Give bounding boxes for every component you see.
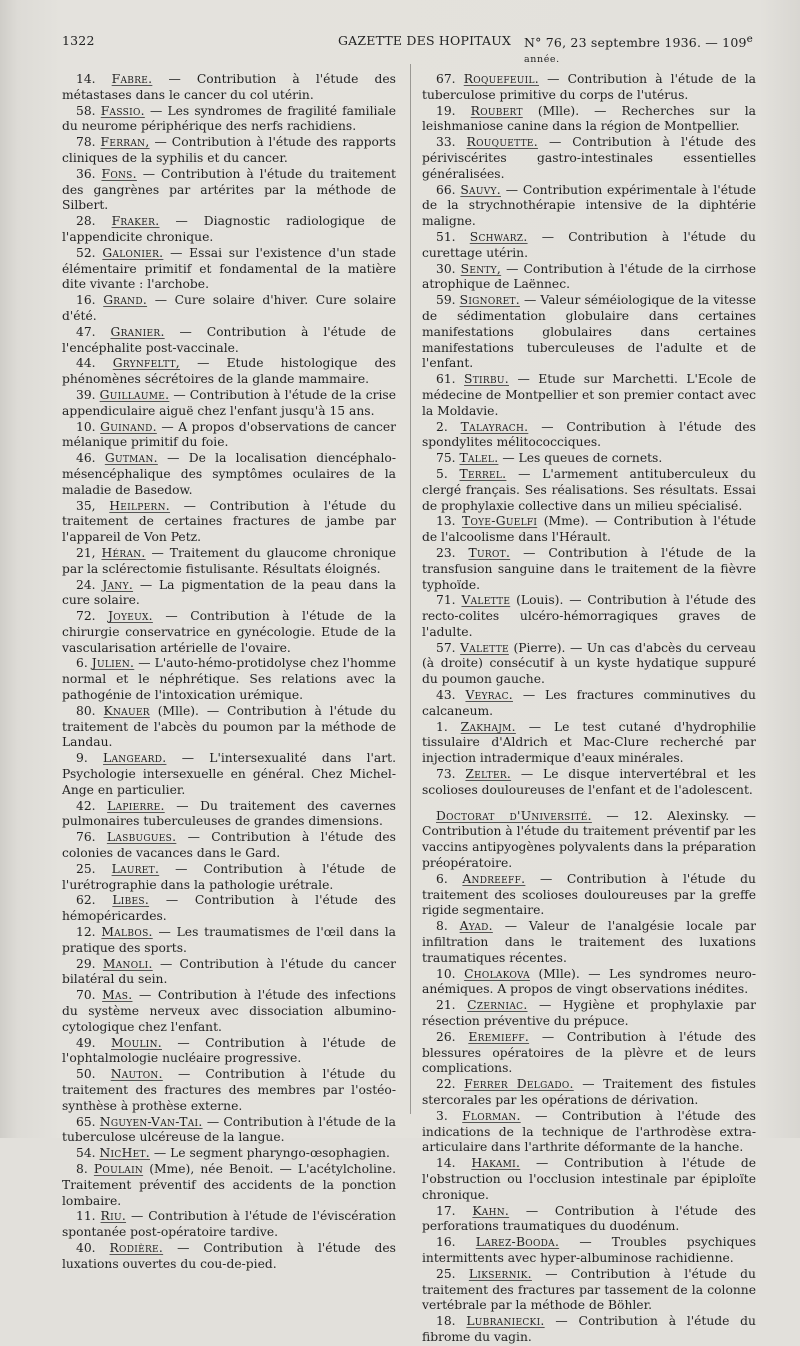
- entry-number: 42.: [76, 798, 96, 813]
- thesis-entry: [422, 967, 756, 999]
- author-name: Nauton.: [110, 1067, 163, 1082]
- author-name: Grynfeltt,: [112, 356, 180, 371]
- thesis-title: Cure solaire d'hiver. Cure solaire d'été.: [62, 293, 396, 323]
- thesis-entry: 73. Zelter. — Le disque intervertébral et les scolioses douloureuses de l'enfant et de l'adolescent.: [422, 767, 756, 797]
- thesis-title: Contribution à l'étude du traitement de certaines fractures de jambe par l'appareil de Von Petz.: [62, 498, 396, 545]
- thesis-entry: 3. Florman. — Contribution à l'étude des indications de la technique de l'arthrodèse extra-articulaire dans l'arthrite déformante de la hanche.: [422, 1108, 756, 1155]
- thesis-title: L'armement antituberculeux du clergé français. Ses réalisations. Ses résultats. Essai de prophylaxie collective dans un milieu spécialisé.: [422, 466, 756, 513]
- author-name: Heilpern.: [109, 498, 170, 513]
- author-name: NicHet.: [99, 1146, 150, 1161]
- thesis-entry: [422, 641, 756, 688]
- thesis-title: A propos d'observations de cancer mélanique primitif du foie.: [62, 419, 396, 450]
- thesis-title: Contribution à l'étude du fibrome du vagin.: [422, 1314, 756, 1344]
- entry-number: 76.: [76, 830, 96, 845]
- entry-number: 54.: [76, 1146, 96, 1161]
- thesis-title: Contribution à l'étude de la cirrhose atrophique de Laënnec.: [422, 261, 756, 292]
- thesis-entry: 72. Joyeux. — Contribution à l'étude de la chirurgie conservatrice en gynécologie. Etude de la vascularisation artérielle de l'ovaire.: [62, 609, 396, 655]
- thesis-entry: 33. Rouquette. — Contribution à l'étude des périviscérites gastro-intestinales essentielles généralisées.: [422, 135, 756, 181]
- thesis-title: Etude sur Marchetti. L'Ecole de médecine de Montpellier et son premier contact avec la Moldavie.: [422, 372, 756, 418]
- thesis-title: La pigmentation de la peau dans la cure solaire.: [62, 577, 396, 608]
- thesis-entry: Doctorat d'Université. — 12. Alexinsky. — Contribution à l'étude du traitement préventif par les vaccins antipyogènes polyvalents dans la préparation préopératoire.: [422, 808, 756, 871]
- entry-number: 14.: [436, 1156, 456, 1171]
- thesis-entry: 39. Guillaume. — Contribution à l'étude de la crise appendiculaire aiguë chez l'enfant jusqu'à 15 ans.: [62, 387, 396, 418]
- entry-number: 58.: [76, 103, 96, 118]
- thesis-entry: 49. Moulin. — Contribution à l'étude de l'ophtalmologie nucléaire progressive.: [62, 1035, 396, 1066]
- thesis-entry: [422, 104, 756, 136]
- thesis-entry: 46. Gutman. — De la localisation diencéphalo-mésencéphalique des symptômes oculaires de la maladie de Basedow.: [62, 451, 396, 497]
- entry-number: 49.: [76, 1035, 96, 1050]
- entry-number: 25.: [76, 861, 96, 876]
- author-name: Lapierre.: [107, 798, 165, 813]
- entry-number: 2.: [436, 419, 448, 434]
- thesis-title: Le disque intervertébral et les scolioses douloureuses de l'enfant et de l'adolescent.: [422, 767, 756, 797]
- thesis-title: (Louis). — Contribution à l'étude des recto-colites ulcéro-hémorragiques graves de l'adulte.: [422, 593, 756, 639]
- thesis-entry: [422, 514, 756, 546]
- thesis-title: Contribution à l'étude du curettage utérin.: [422, 229, 756, 260]
- author-name: Fraker.: [111, 214, 160, 229]
- thesis-entry: 29. Manoli. — Contribution à l'étude du cancer bilatéral du sein.: [62, 956, 396, 987]
- thesis-entry: 6. Andreeff. — Contribution à l'étude du traitement des scolioses douloureuses par la greffe rigide segmentaire.: [422, 871, 756, 918]
- entry-number: 75.: [436, 451, 456, 466]
- thesis-title: Contribution à l'étude des métastases dans le cancer du col utérin.: [62, 72, 396, 102]
- entry-number: 17.: [436, 1203, 456, 1218]
- entry-number: 57.: [436, 640, 456, 655]
- thesis-entry: 70. Mas. — Contribution à l'étude des infections du système nerveux avec dissociation albumino-cytologique chez l'enfant.: [62, 988, 396, 1034]
- thesis-entry: 5. Terrel. — L'armement antituberculeux du clergé français. Ses réalisations. Ses résultats. Essai de prophylaxie collective dans un milieu spécialisé.: [422, 466, 756, 513]
- thesis-title: Contribution à l'étude de l'encéphalite post-vaccinale.: [62, 324, 396, 355]
- thesis-title: Contribution à l'étude des indications de la technique de l'arthrodèse extra-articulaire dans l'arthrite déformante de la hanche.: [422, 1108, 756, 1155]
- author-name: Terrel.: [459, 466, 507, 481]
- author-name: Granier.: [110, 324, 165, 339]
- thesis-title: Le segment pharyngo-œsophagien.: [170, 1146, 390, 1161]
- thesis-entry: 36. Fons. — Contribution à l'étude du traitement des gangrènes par artérites par la méthode de Silbert.: [62, 166, 396, 213]
- entry-number: 44.: [76, 356, 96, 371]
- thesis-entry: 25. Lauret. — Contribution à l'étude de l'urétrographie dans la pathologie urétrale.: [62, 861, 396, 892]
- thesis-title: (Mme), née Benoit. — L'acétylcholine. Traitement préventif des accidents de la ponction lombaire.: [62, 1161, 396, 1208]
- thesis-title: Contribution à l'étude des hémopéricardes.: [62, 893, 396, 924]
- author-name: Larez-Booda.: [475, 1235, 560, 1250]
- author-name: Ferrer Delgado.: [464, 1077, 574, 1092]
- author-name: Ayad.: [459, 919, 493, 934]
- thesis-entry: 51. Schwarz. — Contribution à l'étude du curettage utérin.: [422, 229, 756, 260]
- thesis-title: Contribution à l'étude des colonies de vacances dans le Gard.: [62, 830, 396, 861]
- author-name: Signoret.: [459, 293, 520, 308]
- entry-number: 46.: [76, 451, 96, 466]
- thesis-title: L'auto-hémo-protidolyse chez l'homme normal et le néphrétique. Ses relations avec la pathogénie de l'intoxication urémique.: [62, 656, 396, 703]
- author-name: Joyeux.: [108, 609, 153, 624]
- page-header: [62, 33, 780, 66]
- author-name: Andreeff.: [462, 871, 526, 886]
- author-name: Manoli.: [102, 956, 153, 971]
- thesis-entry: 78. Ferran, — Contribution à l'étude des rapports cliniques de la syphilis et du cancer.: [62, 135, 396, 165]
- author-name: Knauer: [103, 703, 150, 718]
- thesis-title: De la localisation diencéphalo-mésencéphalique des symptômes oculaires de la maladie de Basedow.: [62, 451, 396, 497]
- thesis-entry: 66. Sauvy. — Contribution expérimentale à l'étude de la strychnothérapie intensive de la diphtérie maligne.: [422, 182, 756, 229]
- thesis-title: (Pierre). — Un cas d'abcès du cerveau (à droite) consécutif à un kyste hydatique suppuré du poumon gauche.: [422, 640, 756, 687]
- author-name: Fabre.: [111, 72, 153, 86]
- thesis-title: (Mme). — Contribution à l'étude de l'alcoolisme dans l'Hérault.: [422, 514, 756, 545]
- thesis-title: Contribution à l'étude de l'urétrographie dans la pathologie urétrale.: [62, 861, 396, 892]
- entry-number: 40.: [76, 1240, 96, 1255]
- thesis-title: Les queues de cornets.: [518, 451, 663, 466]
- entry-number: 25.: [436, 1266, 456, 1281]
- thesis-title: Contribution à l'étude du cancer bilatéral du sein.: [62, 956, 396, 987]
- entry-number: 52.: [76, 245, 96, 260]
- entry-number: 28.: [76, 214, 96, 229]
- thesis-title: Traitement des fistules stercorales par les opérations de dérivation.: [422, 1077, 756, 1107]
- entry-number: 80.: [76, 703, 96, 718]
- author-name: Talayrach.: [460, 419, 529, 434]
- thesis-title: Les fractures comminutives du calcaneum.: [422, 688, 756, 718]
- right-column: [422, 72, 756, 1346]
- entry-number: 16.: [436, 1235, 456, 1250]
- thesis-entry: 44. Grynfeltt, — Etude histologique des phénomènes sécrétoires de la glande mammaire.: [62, 356, 396, 387]
- thesis-entry: 10. Guinand. — A propos d'observations de cancer mélanique primitif du foie.: [62, 419, 396, 450]
- entry-number: 9.: [76, 751, 88, 766]
- author-name: Valette: [460, 640, 509, 655]
- author-name: Riu.: [100, 1209, 127, 1224]
- thesis-entry: 25. Liksernik. — Contribution à l'étude du traitement des fractures par tassement de la colonne vertébrale par la méthode de Böhler.: [422, 1266, 756, 1313]
- author-name: Roubert: [470, 103, 523, 118]
- author-name: Rouquette.: [466, 135, 538, 150]
- entry-number: 66.: [436, 182, 456, 197]
- thesis-entry: 30. Senty, — Contribution à l'étude de la cirrhose atrophique de Laënnec.: [422, 261, 756, 292]
- thesis-entry: [422, 593, 756, 640]
- thesis-entry: 16. Grand. — Cure solaire d'hiver. Cure solaire d'été.: [62, 293, 396, 323]
- entry-number: 43.: [436, 688, 456, 703]
- author-name: Jany.: [102, 577, 134, 592]
- entry-number: 8.: [76, 1161, 88, 1176]
- thesis-entry: 62. Libes. — Contribution à l'étude des hémopéricardes.: [62, 893, 396, 924]
- thesis-title: Contribution à l'étude du traitement des fractures par tassement de la colonne vertébrale par la méthode de Böhler.: [422, 1266, 756, 1313]
- thesis-title: Troubles psychiques intermittents avec hyper-albuminose rachidienne.: [422, 1235, 756, 1265]
- entry-number: 21.: [436, 998, 456, 1013]
- thesis-entry: 22. Ferrer Delgado. — Traitement des fistules stercorales par les opérations de dérivation.: [422, 1077, 756, 1107]
- entry-number: 23.: [436, 545, 456, 560]
- author-name: Guinand.: [100, 419, 157, 434]
- thesis-title: Essai sur l'existence d'un stade élémentaire primitif et fondamental de la matière dite vivante : l'archobe.: [62, 245, 396, 292]
- author-name: Moulin.: [111, 1035, 162, 1050]
- entry-number: 22.: [436, 1077, 456, 1092]
- thesis-entry: 42. Lapierre. — Du traitement des cavernes pulmonaires tuberculeuses de grandes dimensions.: [62, 798, 396, 829]
- author-name: Florman.: [462, 1108, 521, 1123]
- entry-number: 10.: [436, 966, 456, 981]
- author-name: Mas.: [102, 988, 133, 1003]
- thesis-title: Le test cutané d'hydrophilie tissulaire d'Aldrich et Mac-Clure recherché par injection intradermique d'eaux minérales.: [422, 719, 756, 766]
- thesis-title: Contribution à l'étude de l'ophtalmologie nucléaire progressive.: [62, 1035, 396, 1066]
- thesis-entry: 24. Jany. — La pigmentation de la peau dans la cure solaire.: [62, 577, 396, 608]
- entry-number: 70.: [76, 988, 96, 1003]
- thesis-entry: 14. Hakami. — Contribution à l'étude de l'obstruction ou l'occlusion intestinale par épiploïte chronique.: [422, 1156, 756, 1202]
- thesis-title: Contribution à l'étude de la transfusion sanguine dans le traitement de la fièvre typhoïde.: [422, 545, 756, 592]
- issue-info: N° 76, 23 septembre 1936. — 109e année.: [524, 33, 753, 66]
- entry-number: 12.: [76, 925, 96, 940]
- author-name: Lubraniecki.: [466, 1314, 545, 1329]
- thesis-title: Contribution à l'étude du traitement des scolioses douloureuses par la greffe rigide segmentaire.: [422, 871, 756, 918]
- entry-number: 16.: [76, 293, 96, 308]
- thesis-title: Contribution à l'étude des luxations ouvertes du cou-de-pied.: [62, 1240, 396, 1271]
- thesis-title: Contribution à l'étude des rapports cliniques de la syphilis et du cancer.: [62, 135, 396, 165]
- thesis-entry: 8. Ayad. — Valeur de l'analgésie locale par infiltration dans le traitement des luxations traumatiques récentes.: [422, 919, 756, 965]
- author-name: Senty,: [460, 261, 502, 276]
- author-name: Zakhajm.: [460, 719, 516, 734]
- thesis-title: Contribution à l'étude du traitement des fractures des membres par l'ostéo-synthèse à prothèse externe.: [62, 1067, 396, 1113]
- thesis-title: (Mlle). — Recherches sur la leishmaniose canine dans la région de Montpellier.: [422, 103, 756, 134]
- thesis-title: Valeur séméiologique de la vitesse de sédimentation globulaire dans certaines manifestations globulaires dans certaines manifestations tuberculeuses de l'adulte et de l'enfant.: [422, 293, 756, 371]
- author-name: Malbos.: [101, 925, 153, 940]
- author-name: Veyrac.: [465, 688, 513, 703]
- author-name: Julien.: [91, 656, 135, 671]
- thesis-title: Valeur de l'analgésie locale par infiltration dans le traitement des luxations traumatiques récentes.: [422, 919, 756, 965]
- thesis-entry: 76. Lasbugues. — Contribution à l'étude des colonies de vacances dans le Gard.: [62, 830, 396, 861]
- author-name: Cholakova: [464, 966, 530, 981]
- thesis-entry: 67. Roquefeuil. — Contribution à l'étude de la tuberculose primitive du corps de l'utérus.: [422, 72, 756, 102]
- thesis-entry: 43. Veyrac. — Les fractures comminutives du calcaneum.: [422, 688, 756, 718]
- entry-number: 30.: [436, 261, 456, 276]
- thesis-entry: 26. Eremieff. — Contribution à l'étude des blessures opératoires de la plèvre et de leurs complications.: [422, 1029, 756, 1076]
- entry-number: 72.: [76, 609, 96, 624]
- thesis-entry: [62, 704, 396, 751]
- thesis-entry: 75. Talel. — Les queues de cornets.: [436, 451, 663, 466]
- thesis-title: Contribution à l'étude de la chirurgie conservatrice en gynécologie. Etude de la vascularisation artérielle de l'ovaire.: [62, 609, 396, 655]
- thesis-title: Les traumatismes de l'œil dans la pratique des sports.: [62, 925, 396, 955]
- entry-number: 29.: [76, 956, 96, 971]
- thesis-entry: 61. Stirbu. — Etude sur Marchetti. L'Ecole de médecine de Montpellier et son premier contact avec la Moldavie.: [422, 372, 756, 418]
- author-name: Gutman.: [104, 451, 158, 466]
- thesis-title: Contribution à l'étude de l'obstruction ou l'occlusion intestinale par épiploïte chronique.: [422, 1156, 756, 1202]
- thesis-entry: 12. Malbos. — Les traumatismes de l'œil dans la pratique des sports.: [62, 925, 396, 955]
- thesis-title: Contribution à l'étude des infections du système nerveux avec dissociation albumino-cytologique chez l'enfant.: [62, 988, 396, 1034]
- thesis-title: Contribution à l'étude de l'éviscération spontanée post-opératoire tardive.: [62, 1209, 396, 1240]
- entry-number: 71.: [436, 593, 456, 608]
- thesis-entry: 59. Signoret. — Valeur séméiologique de la vitesse de sédimentation globulaire dans certaines manifestations globulaires dans certaines manifestations tuberculeuses de l'adulte et de l'enfant.: [422, 293, 756, 371]
- thesis-title: Les syndromes de fragilité familiale du neurome périphérique des nerfs rachidiens.: [62, 103, 396, 134]
- author-name: Toye-Guelfi: [461, 514, 538, 529]
- author-name: Grand.: [103, 293, 148, 308]
- author-name: Czerniac.: [467, 998, 528, 1013]
- thesis-title: Contribution à l'étude des blessures opératoires de la plèvre et de leurs complications.: [422, 1029, 756, 1076]
- thesis-title: L'intersexualité dans l'art. Psychologie intersexuelle en général. Chez Michel-Ange en particulier.: [62, 751, 396, 797]
- thesis-entry: 14. Fabre. — Contribution à l'étude des métastases dans le cancer du col utérin.: [62, 72, 396, 102]
- entry-number: 51.: [436, 229, 456, 244]
- author-name: Doctorat d'Université.: [436, 808, 592, 823]
- thesis-entry: 65. Nguyen-Van-Tai. — Contribution à l'étude de la tuberculose ulcéreuse de la langue.: [62, 1114, 396, 1145]
- thesis-title: Diagnostic radiologique de l'appendicite chronique.: [62, 214, 396, 244]
- thesis-title: Contribution à l'étude de la crise appendiculaire aiguë chez l'enfant jusqu'à 15 ans.: [62, 387, 396, 418]
- entry-number: 19.: [436, 103, 456, 118]
- entry-number: 67.: [436, 72, 456, 86]
- thesis-title: (Mlle). — Les syndromes neuro-anémiques. A propos de vingt observations inédites.: [422, 966, 756, 997]
- thesis-entry: 6. Julien. — L'auto-hémo-protidolyse chez l'homme normal et le néphrétique. Ses relations avec la pathogénie de l'intoxication urémique.: [62, 656, 396, 703]
- entry-number: 50.: [76, 1067, 96, 1082]
- author-name: Langeard.: [103, 751, 167, 766]
- thesis-entry: 58. Fassio. — Les syndromes de fragilité familiale du neurome périphérique des nerfs rachidiens.: [62, 103, 396, 134]
- author-name: Galonier.: [102, 245, 164, 260]
- author-name: Nguyen-Van-Tai.: [99, 1114, 203, 1129]
- author-name: Liksernik.: [468, 1266, 532, 1281]
- entry-number: 5.: [436, 466, 448, 481]
- thesis-title: Hygiène et prophylaxie par résection préventive du prépuce.: [422, 998, 756, 1029]
- entry-number: 13.: [436, 514, 456, 529]
- thesis-entry: 23. Turot. — Contribution à l'étude de la transfusion sanguine dans le traitement de la fièvre typhoïde.: [422, 545, 756, 592]
- entry-number: 33.: [436, 135, 456, 150]
- entry-number: 73.: [436, 767, 456, 782]
- journal-title: GAZETTE DES HOPITAUX: [338, 33, 512, 48]
- author-name: Lauret.: [111, 861, 160, 876]
- thesis-title: Contribution à l'étude des périviscérites gastro-intestinales essentielles généralisées.: [422, 135, 756, 181]
- author-name: Turot.: [468, 545, 511, 560]
- author-name: Valette: [461, 593, 511, 608]
- thesis-title: Contribution à l'étude du traitement des gangrènes par artérites par la méthode de Silbert.: [62, 166, 396, 213]
- thesis-title: Etude histologique des phénomènes sécrétoires de la glande mammaire.: [62, 356, 396, 387]
- thesis-title: Contribution à l'étude de la tuberculose primitive du corps de l'utérus.: [422, 72, 756, 102]
- author-name: Fons.: [101, 166, 137, 181]
- thesis-entry: 16. Larez-Booda. — Troubles psychiques intermittents avec hyper-albuminose rachidienne.: [422, 1235, 756, 1265]
- entry-number: 26.: [436, 1029, 456, 1044]
- entry-number: 39.: [76, 387, 96, 402]
- entry-number: 3.: [436, 1108, 448, 1123]
- author-name: Ferran,: [100, 135, 150, 150]
- author-name: Rodière.: [109, 1240, 164, 1255]
- thesis-entry: 35, Heilpern. — Contribution à l'étude du traitement de certaines fractures de jambe par l'appareil de Von Petz.: [62, 498, 396, 545]
- thesis-title: Du traitement des cavernes pulmonaires tuberculeuses de grandes dimensions.: [62, 798, 396, 829]
- thesis-entry: 50. Nauton. — Contribution à l'étude du traitement des fractures des membres par l'ostéo-synthèse à prothèse externe.: [62, 1067, 396, 1113]
- entry-number: 24.: [76, 577, 96, 592]
- thesis-title: Contribution à l'étude des perforations traumatiques du duodénum.: [422, 1203, 756, 1234]
- thesis-entry: 18. Lubraniecki. — Contribution à l'étude du fibrome du vagin.: [422, 1314, 756, 1344]
- author-name: Stirbu.: [464, 372, 509, 387]
- thesis-title: Contribution expérimentale à l'étude de la strychnothérapie intensive de la diphtérie maligne.: [422, 182, 756, 229]
- author-name: Poulain: [93, 1161, 144, 1176]
- entry-number: 65.: [76, 1114, 96, 1129]
- entry-number: 47.: [76, 324, 96, 339]
- entry-number: 35,: [76, 498, 96, 513]
- thesis-title: (Mlle). — Contribution à l'étude du traitement de l'abcès du poumon par la méthode de Landau.: [62, 703, 396, 750]
- entry-number: 10.: [76, 419, 96, 434]
- thesis-entry: 21, Héran. — Traitement du glaucome chronique par la sclérectomie fistulisante. Résultats éloignés.: [62, 545, 396, 576]
- author-name: Hakami.: [471, 1156, 521, 1171]
- entry-number: 14.: [76, 72, 96, 86]
- thesis-entry: 9. Langeard. — L'intersexualité dans l'art. Psychologie intersexuelle en général. Chez Michel-Ange en particulier.: [62, 751, 396, 797]
- entry-number: 62.: [76, 893, 96, 908]
- author-name: Talel.: [459, 451, 499, 466]
- entry-number: 11.: [76, 1209, 96, 1224]
- author-name: Sauvy.: [460, 182, 501, 197]
- thesis-entry: [62, 1162, 396, 1209]
- entry-number: 8.: [436, 919, 448, 934]
- author-name: Libes.: [112, 893, 150, 908]
- entry-number: 36.: [76, 166, 96, 181]
- thesis-entry: 47. Granier. — Contribution à l'étude de l'encéphalite post-vaccinale.: [62, 324, 396, 355]
- author-name: Fassio.: [100, 103, 145, 118]
- page-number: 1322: [62, 33, 95, 48]
- thesis-entry: 52. Galonier. — Essai sur l'existence d'un stade élémentaire primitif et fondamental de la matière dite vivante : l'archobe.: [62, 245, 396, 292]
- thesis-title: Contribution à l'étude de la tuberculose ulcéreuse de la langue.: [62, 1114, 396, 1145]
- author-name: Roquefeuil.: [463, 72, 540, 86]
- thesis-entry: 21. Czerniac. — Hygiène et prophylaxie par résection préventive du prépuce.: [422, 998, 756, 1029]
- thesis-title: Traitement du glaucome chronique par la sclérectomie fistulisante. Résultats éloignés.: [62, 545, 396, 576]
- author-name: Kahn.: [472, 1203, 510, 1218]
- entry-number: 6.: [76, 656, 88, 671]
- entry-number: 61.: [436, 372, 456, 387]
- thesis-entry: 40. Rodière. — Contribution à l'étude des luxations ouvertes du cou-de-pied.: [62, 1240, 396, 1271]
- left-column: [62, 72, 396, 1273]
- entry-number: 6.: [436, 871, 448, 886]
- author-name: Zelter.: [465, 767, 512, 782]
- author-name: Schwarz.: [469, 229, 528, 244]
- column-divider: [410, 64, 411, 1114]
- author-name: Lasbugues.: [106, 830, 177, 845]
- entry-number: 21,: [76, 545, 96, 560]
- thesis-title: 12. Alexinsky. — Contribution à l'étude du traitement préventif par les vaccins antipyogènes polyvalents dans la préparation préopératoire.: [422, 808, 756, 871]
- thesis-title: Contribution à l'étude des spondylites mélitococciques.: [422, 419, 756, 450]
- author-name: Héran.: [101, 545, 146, 560]
- thesis-entry: 54. NicHet. — Le segment pharyngo-œsophagien.: [76, 1146, 390, 1161]
- thesis-entry: 28. Fraker. — Diagnostic radiologique de l'appendicite chronique.: [62, 214, 396, 244]
- thesis-entry: 2. Talayrach. — Contribution à l'étude des spondylites mélitococciques.: [422, 419, 756, 450]
- entry-number: 78.: [76, 135, 96, 150]
- entry-number: 1.: [436, 719, 448, 734]
- author-name: Eremieff.: [468, 1029, 530, 1044]
- author-name: Guillaume.: [99, 387, 170, 402]
- entry-number: 18.: [436, 1314, 456, 1329]
- thesis-entry: 11. Riu. — Contribution à l'étude de l'éviscération spontanée post-opératoire tardive.: [62, 1209, 396, 1240]
- thesis-entry: 1. Zakhajm. — Le test cutané d'hydrophilie tissulaire d'Aldrich et Mac-Clure recherché par injection intradermique d'eaux minérales.: [422, 719, 756, 766]
- entry-number: 59.: [436, 293, 456, 308]
- thesis-entry: 17. Kahn. — Contribution à l'étude des perforations traumatiques du duodénum.: [422, 1203, 756, 1234]
